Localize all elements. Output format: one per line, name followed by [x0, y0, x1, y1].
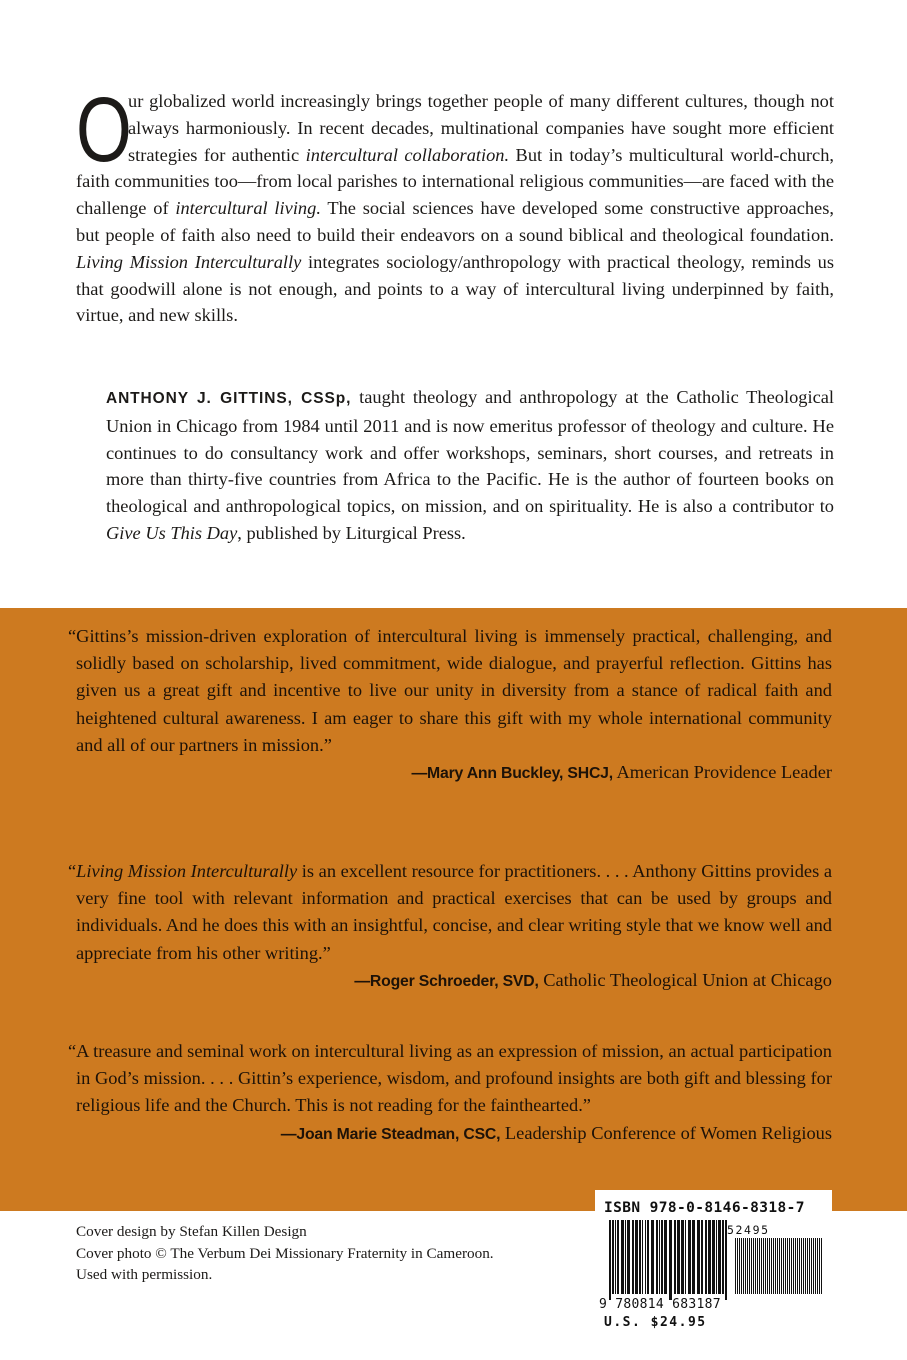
barcode-addon-bar	[815, 1238, 816, 1294]
barcode-addon-bar	[809, 1238, 810, 1294]
barcode-addon-bar	[743, 1238, 744, 1294]
barcode-bar	[685, 1220, 686, 1294]
barcode-bar	[681, 1220, 684, 1294]
endorsement-1	[68, 623, 832, 787]
barcode-addon-digits: 52495	[727, 1223, 770, 1237]
book-title-italic: Living Mission Interculturally	[76, 251, 302, 272]
quote-italic-title: Living Mission Interculturally	[76, 861, 298, 881]
barcode-addon-bar	[821, 1238, 822, 1294]
barcode-bar	[656, 1220, 658, 1294]
barcode-addon-bar	[757, 1238, 758, 1294]
barcode-addon-bar	[793, 1238, 794, 1294]
barcode-addon-bar	[783, 1238, 784, 1294]
barcode-bar	[621, 1220, 624, 1294]
credit-line: Cover design by Stefan Killen Design	[76, 1223, 307, 1240]
bio-italic: Give Us This Day	[106, 522, 238, 543]
barcode-addon-bar	[745, 1238, 746, 1294]
barcode-addon-bar	[761, 1238, 762, 1294]
barcode-addon-bar	[787, 1238, 788, 1294]
barcode-addon-bar	[773, 1238, 774, 1294]
description-text: ur globalized world increasingly brings together people of many different cultures, though not always harmoniously. In recent decades, multinational companies have sought more efficient strategies for authentic	[128, 91, 834, 165]
quote-body: is an excellent resource for practitioners. . . . Anthony Gittins provides a very fine tool with relevant information and practical exercises that can be used by groups and individuals. And he does this with an insightful, concise, and clear writing style that we know well and appreciate from his other writing.”	[76, 861, 832, 963]
barcode-addon-bar	[751, 1238, 752, 1294]
barcode-bar	[716, 1220, 717, 1294]
barcode-addon-bar	[759, 1238, 760, 1294]
barcode-addon-bar	[813, 1238, 814, 1294]
barcode-bar	[609, 1220, 611, 1300]
barcode-addon-bar	[767, 1238, 768, 1294]
author-bio	[106, 384, 834, 547]
bio-text: taught theology and anthropology at the Catholic Theological Union in Chicago from 1984 until 2011 and is now emeritus professor of theology and culture. He continues to do consultancy work and offer workshops, seminars, short courses, and retreats in more than thirty-five countries from Africa to the Pacific. He is the author of fourteen books on theological and anthropological topics, on mission, and on spirituality. He is also a contributor to	[106, 387, 835, 517]
barcode-addon-bar	[789, 1238, 790, 1294]
quote-affiliation: Leadership Conference of Women Religious	[500, 1122, 832, 1143]
barcode-bar	[688, 1220, 691, 1294]
barcode-bar	[674, 1220, 676, 1294]
barcode-addon-bar	[799, 1238, 800, 1294]
barcode-addon-bar	[741, 1238, 742, 1294]
barcode-addon-bar	[819, 1238, 820, 1294]
quote-attribution	[76, 1120, 832, 1148]
quote-author: —Roger Schroeder, SVD,	[354, 972, 539, 990]
barcode-bar	[664, 1220, 667, 1294]
barcode-bar	[642, 1220, 643, 1294]
quote-attribution	[76, 759, 832, 787]
quote-text: “Gittins’s mission-driven exploration of intercultural living is immensely practical, challenging, and solidly based on scholarship, lived commitment, wide dialogue, and prayerful reflection. Gittins has given us a great gift and incentive to live our unity in diversity from a stance of radical faith and heightened cultural awareness. I am eager to share this gift with my whole international community and all of our partners in mission.”	[68, 626, 832, 755]
credit-line: Used with permission.	[76, 1266, 213, 1284]
barcode-addon-bar	[797, 1238, 798, 1294]
barcode-addon-bar	[753, 1238, 754, 1294]
barcode-bar	[635, 1220, 638, 1294]
barcode-bar	[639, 1220, 641, 1294]
barcode-bar	[677, 1220, 680, 1294]
barcode-addon-bar	[803, 1238, 804, 1294]
barcode-addon-bar	[811, 1238, 812, 1294]
barcode-box	[595, 1190, 832, 1334]
barcode-addon-bar	[739, 1238, 740, 1294]
barcode-addon-bar	[749, 1238, 750, 1294]
barcode-bar	[718, 1220, 721, 1294]
credit-line: Cover photo © The Verbum Dei Missionary Fraternity in Cameroon.	[76, 1244, 494, 1262]
barcode-bar	[669, 1220, 672, 1300]
quote-author: —Joan Marie Steadman, CSC,	[280, 1125, 501, 1143]
barcode-addon-bar	[777, 1238, 778, 1294]
barcode-addon-bar	[737, 1238, 738, 1294]
quote-text	[68, 858, 832, 967]
barcode-addon-bar	[763, 1238, 764, 1294]
barcode-bar	[712, 1220, 715, 1294]
cover-credits	[76, 1221, 546, 1286]
barcode-addon-bar	[779, 1238, 780, 1294]
barcode-addon-bar	[771, 1238, 772, 1294]
barcode-bar	[722, 1220, 724, 1294]
barcode-addon-bar	[785, 1238, 786, 1294]
barcode-addon-bar	[765, 1238, 766, 1294]
barcode-addon-bar	[805, 1238, 806, 1294]
barcode-bar	[625, 1220, 626, 1294]
barcode-bar	[615, 1220, 616, 1294]
price-label: U.S. $24.95	[604, 1315, 707, 1330]
barcode-bar	[659, 1220, 660, 1294]
barcode-ean-digits: 9 780814 683187	[599, 1297, 721, 1312]
barcode-bar	[645, 1220, 646, 1294]
barcode-addon-bar	[747, 1238, 748, 1294]
book-description	[76, 79, 835, 329]
barcode-bar	[705, 1220, 707, 1294]
quote-text: “A treasure and seminal work on intercultural living as an expression of mission, an actual participation in God’s mission. . . . Gittin’s experience, wisdom, and profound insights are both gift and blessing for religious life and the Church. This is not reading for the fainthearted.”	[68, 1041, 832, 1116]
barcode-addon-bar	[791, 1238, 792, 1294]
description-text: integrates sociology/anthropology with practical theology, reminds us that goodwill alone is not enough, and points to a way of intercultural living underpinned by faith, virtue, and new skills.	[76, 251, 834, 326]
barcode-addon-bar	[781, 1238, 782, 1294]
barcode-addon-bar	[775, 1238, 776, 1294]
description-text: The social sciences have developed some constructive approaches, but people of faith also need to build their endeavors on a sound biblical and theological foundation.	[76, 198, 834, 245]
barcode-bar	[697, 1220, 700, 1294]
barcode-bar	[701, 1220, 703, 1294]
barcode-addon-bar	[801, 1238, 802, 1294]
barcode-bar	[692, 1220, 695, 1294]
barcode-bar	[612, 1220, 614, 1294]
quote-open-mark: “	[68, 861, 77, 881]
description-italic: intercultural collaboration.	[305, 144, 510, 165]
isbn-label: ISBN 978-0-8146-8318-7	[604, 1200, 805, 1216]
author-name: ANTHONY J. GITTINS, CSSp,	[106, 390, 352, 407]
endorsement-2	[68, 858, 832, 995]
bio-text: , published by Liturgical Press.	[237, 522, 466, 543]
barcode-bar	[647, 1220, 649, 1294]
quote-affiliation: Catholic Theological Union at Chicago	[538, 969, 832, 990]
quote-attribution	[76, 967, 832, 995]
barcode-bar	[632, 1220, 634, 1294]
barcode-addon-bar	[795, 1238, 796, 1294]
description-text: But in today’s multicultural world-church, faith communities too—from local parishes to international religious communities—are faced with the challenge of	[76, 144, 835, 219]
drop-cap: O	[76, 79, 132, 181]
barcode-addon-bar	[755, 1238, 756, 1294]
barcode-addon-bar	[735, 1238, 736, 1294]
barcode-bar	[617, 1220, 619, 1294]
barcode-addon-bar	[807, 1238, 808, 1294]
barcode-bar	[651, 1220, 654, 1294]
endorsement-3	[68, 1038, 832, 1148]
top-section	[0, 0, 907, 608]
description-italic: intercultural living.	[175, 198, 321, 219]
barcode-bar	[708, 1220, 711, 1294]
barcode-addon-bar	[769, 1238, 770, 1294]
barcode-bar	[661, 1220, 663, 1294]
barcode-bar	[627, 1220, 630, 1294]
quote-author: —Mary Ann Buckley, SHCJ,	[411, 765, 613, 783]
barcode-addon-bar	[817, 1238, 818, 1294]
quote-affiliation: American Providence Leader	[612, 762, 832, 783]
